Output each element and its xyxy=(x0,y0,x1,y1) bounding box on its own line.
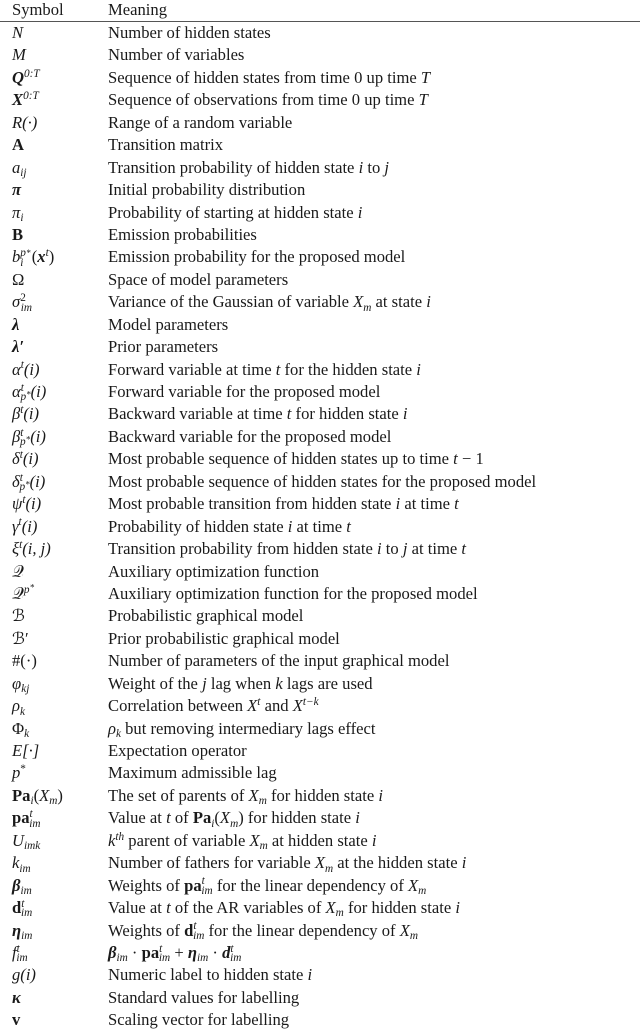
table-row xyxy=(0,852,640,874)
meaning-cell: Space of model parameters xyxy=(108,269,289,289)
symbol-cell: $a_{ij}$ xyxy=(12,157,27,179)
table-row xyxy=(0,830,640,852)
symbol-cell: $\beta_{im}$ xyxy=(12,875,32,897)
symbol-cell: $\beta^t(i)$ xyxy=(12,404,40,424)
table-row xyxy=(0,202,640,224)
symbol-cell: g(i) xyxy=(12,965,36,985)
meaning-cell: Variance of the Gaussian of variable $X_m$ at state i xyxy=(108,292,431,314)
meaning-cell: Number of fathers for variable $X_m$ at the hidden state i xyxy=(108,853,467,875)
table-row xyxy=(0,112,640,134)
meaning-cell: Probabilistic graphical model xyxy=(108,606,304,626)
table-row xyxy=(0,538,640,560)
meaning-cell: Auxiliary optimization function for the proposed model xyxy=(108,583,478,603)
header-meaning: Meaning xyxy=(108,0,167,19)
symbol-cell: 𝒬 xyxy=(12,561,24,581)
symbol-cell: $\alpha^t_{p^*}(i)$ xyxy=(12,381,47,404)
table-row xyxy=(0,22,640,44)
table-row xyxy=(0,381,640,403)
meaning-cell: Numeric label to hidden state i xyxy=(108,965,313,985)
meaning-cell: Probability of hidden state i at time t xyxy=(108,516,351,536)
symbol-cell: B xyxy=(12,224,24,244)
table-row xyxy=(0,897,640,919)
table-row xyxy=(0,920,640,942)
symbol-cell: A xyxy=(12,135,24,155)
table-row xyxy=(0,807,640,829)
table-row xyxy=(0,359,640,381)
table-row xyxy=(0,403,640,425)
symbol-cell: E[·] xyxy=(12,741,40,760)
table-row xyxy=(0,942,640,964)
symbol-cell: $b^{p*}_i$ $(x^t)$ xyxy=(12,247,55,269)
table-row xyxy=(0,224,640,246)
symbol-cell: $\rho_k$ xyxy=(12,696,25,718)
table-row xyxy=(0,964,640,986)
table-row xyxy=(0,134,640,156)
meaning-cell: Prior parameters xyxy=(108,337,219,357)
meaning-cell: Value at t of $Pa_i(X_m)$ for hidden state i xyxy=(108,808,360,830)
symbol-cell: ℬ′ xyxy=(12,628,29,648)
header-symbol: Symbol xyxy=(12,0,64,19)
table-row xyxy=(0,67,640,89)
meaning-cell: Transition matrix xyxy=(108,135,224,155)
symbol-cell: $X^{0:T}$ xyxy=(12,90,39,110)
symbol-cell: λ xyxy=(12,314,20,334)
symbol-cell: $Pa_i(X_m)$ xyxy=(12,785,63,808)
symbol-cell: #(·) xyxy=(12,651,37,671)
symbol-cell: Ω xyxy=(12,269,25,289)
table-row xyxy=(0,471,640,493)
meaning-cell: Maximum admissible lag xyxy=(108,763,277,783)
table-row xyxy=(0,179,640,201)
table-row xyxy=(0,246,640,268)
symbol-cell: $\delta^t(i)$ xyxy=(12,449,39,469)
table-row xyxy=(0,448,640,470)
meaning-cell: Initial probability distribution xyxy=(108,180,306,200)
meaning-cell: Forward variable for the proposed model xyxy=(108,382,381,401)
meaning-cell: Correlation between $X^t$ and $X^{t-k}$ xyxy=(108,695,319,716)
meaning-cell: Most probable sequence of hidden states for the proposed model xyxy=(108,471,537,491)
meaning-cell: Backward variable at time t for hidden state i xyxy=(108,404,408,424)
symbol-cell: $d^t_{im}$ xyxy=(12,897,33,920)
symbol-cell: $\delta^t_{p^*}(i)$ xyxy=(12,471,46,494)
table-row xyxy=(0,875,640,897)
table-row xyxy=(0,493,640,515)
symbol-cell: $\Phi_k$ xyxy=(12,718,30,740)
symbol-cell: π xyxy=(12,180,22,200)
table-row xyxy=(0,695,640,717)
table-row xyxy=(0,987,640,1009)
meaning-cell: Standard values for labelling xyxy=(108,987,300,1007)
meaning-cell: Weights of $pa^t_{im}$ for the linear dependency of $X_m$ xyxy=(108,875,427,897)
table-row xyxy=(0,628,640,650)
symbol-cell: $\beta^t_{p^*}(i)$ xyxy=(12,426,46,449)
meaning-cell: Weight of the j lag when k lags are used xyxy=(108,673,373,693)
table-row xyxy=(0,89,640,111)
symbol-cell: p* xyxy=(12,763,26,783)
table-row xyxy=(0,44,640,66)
meaning-cell: Model parameters xyxy=(108,314,229,334)
table-row xyxy=(0,291,640,313)
meaning-cell: Emission probability for the proposed model xyxy=(108,247,406,267)
symbol-cell: N xyxy=(12,23,24,42)
table-row xyxy=(0,336,640,358)
symbol-cell: R(·) xyxy=(12,112,38,132)
meaning-cell: Forward variable at time t for the hidden state i xyxy=(108,359,421,379)
table-row xyxy=(0,605,640,627)
meaning-cell: Prior probabilistic graphical model xyxy=(108,628,340,648)
symbol-cell: $\xi^t(i$, j) xyxy=(12,538,51,559)
symbol-cell: κ xyxy=(12,987,21,1007)
table-row xyxy=(0,650,640,672)
meaning-cell: Number of parameters of the input graphical model xyxy=(108,651,450,671)
meaning-cell: Weights of $d^t_{im}$ for the linear dependency of $X_m$ xyxy=(108,920,419,942)
meaning-cell: Backward variable for the proposed model xyxy=(108,426,392,446)
meaning-cell: The set of parents of $X_m$ for hidden state i xyxy=(108,785,383,808)
table-row xyxy=(0,314,640,336)
table-row xyxy=(0,516,640,538)
meaning-cell: Sequence of hidden states from time 0 up time T xyxy=(108,67,431,87)
meaning-cell: Probability of starting at hidden state i xyxy=(108,202,363,222)
meaning-cell: Most probable transition from hidden state i at time t xyxy=(108,494,459,514)
symbol-cell: ℬ xyxy=(12,606,26,626)
symbol-cell: $\pi_i$ xyxy=(12,202,24,224)
table-row xyxy=(0,718,640,740)
meaning-cell: $k^{th}$ parent of variable $X_m$ at hidden state i xyxy=(108,830,377,853)
symbol-cell: $k_{im}$ xyxy=(12,853,31,875)
table-row xyxy=(0,673,640,695)
meaning-cell: Range of a random variable xyxy=(108,112,293,132)
symbol-cell: $\gamma^t(i)$ xyxy=(12,516,38,536)
symbol-cell: $\eta_{im}$ xyxy=(12,920,33,942)
symbol-cell: $\alpha^t(i)$ xyxy=(12,359,40,379)
table-row xyxy=(0,269,640,291)
table-row xyxy=(0,762,640,784)
meaning-cell: Value at t of the AR variables of $X_m$ for hidden state i xyxy=(108,898,460,920)
symbol-cell: v xyxy=(12,1010,21,1030)
symbol-cell: $U_{imk}$ xyxy=(12,830,41,853)
meaning-cell: Transition probability of hidden state i to j xyxy=(108,157,390,177)
meaning-cell: Sequence of observations from time 0 up time T xyxy=(108,90,428,110)
table-row xyxy=(0,561,640,583)
symbol-cell: $Q^{0:T}$ xyxy=(12,67,40,87)
meaning-cell: Expectation operator xyxy=(108,741,247,760)
table-row xyxy=(0,1009,640,1031)
meaning-cell: Scaling vector for labelling xyxy=(108,1010,290,1030)
symbol-cell: $\sigma^2_{im}$ xyxy=(12,292,33,314)
table-row xyxy=(0,740,640,762)
meaning-cell: Number of hidden states xyxy=(108,23,271,42)
symbol-cell: $\psi^t(i)$ xyxy=(12,493,42,514)
symbol-cell: $pa^t_{im}$ xyxy=(12,808,41,830)
table-header-row xyxy=(0,0,640,21)
meaning-cell: Transition probability from hidden state i to j at time t xyxy=(108,539,467,559)
table-row xyxy=(0,785,640,807)
symbol-cell: M xyxy=(12,45,26,65)
meaning-cell: Most probable sequence of hidden states up to time t − 1 xyxy=(108,449,484,469)
meaning-cell: Number of variables xyxy=(108,45,245,65)
table-row xyxy=(0,157,640,179)
meaning-cell: Auxiliary optimization function xyxy=(108,561,320,581)
meaning-cell: $\beta_{im} \cdot pa^t_{im} + \eta_{im} \cdot d^t_{im}$ xyxy=(108,942,242,965)
meaning-cell: $\rho_k$ but removing intermediary lags effect xyxy=(108,718,376,740)
symbol-cell: λ′ xyxy=(12,337,25,357)
table-row xyxy=(0,426,640,448)
symbol-cell: $\varphi_{kj}$ xyxy=(12,673,30,696)
meaning-cell: Emission probabilities xyxy=(108,224,257,244)
table-row xyxy=(0,583,640,605)
symbol-cell: $f^t_{im}$ xyxy=(12,942,28,965)
symbol-cell: 𝒬$^{p^*}$ xyxy=(12,582,35,603)
